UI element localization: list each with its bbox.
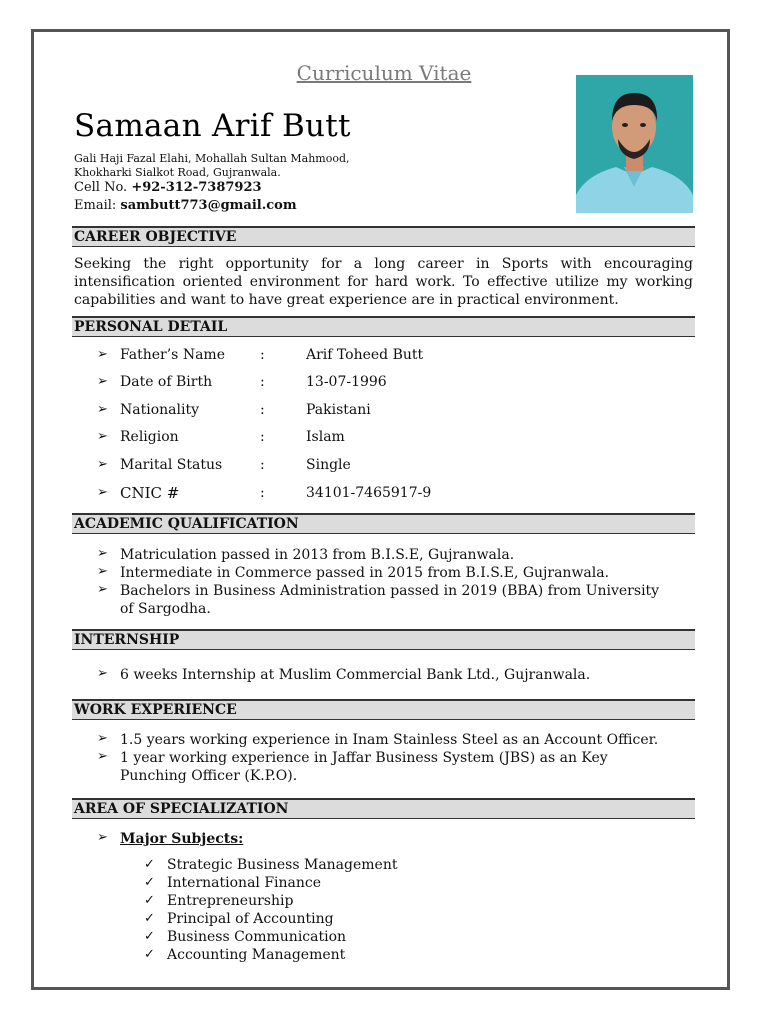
- arrow-bullet-icon: ➢: [97, 457, 108, 472]
- check-icon: ✓: [144, 857, 155, 872]
- address-line-2: Khokharki Sialkot Road, Gujranwala.: [74, 166, 281, 179]
- cell-number: Cell No. +92-312-7387923: [74, 180, 262, 195]
- marital-status-value: Single: [306, 457, 351, 473]
- cnic-value: 34101-7465917-9: [306, 485, 432, 501]
- subject-item: International Finance: [167, 875, 322, 891]
- arrow-bullet-icon: ➢: [97, 749, 108, 764]
- colon: :: [260, 429, 265, 445]
- career-objective-text: Seeking the right opportunity for a long career in Sports with encouraging intensification oriented environment for hard work. To effective utilize my working capabilities and want to have great experience are in practical environment.: [74, 256, 693, 308]
- arrow-bullet-icon: ➢: [97, 666, 108, 681]
- arrow-bullet-icon: ➢: [97, 582, 108, 597]
- nationality-value: Pakistani: [306, 402, 371, 418]
- major-subjects-label: Major Subjects:: [120, 831, 244, 847]
- religion-value: Islam: [306, 429, 345, 445]
- email: Email: sambutt773@gmail.com: [74, 198, 297, 213]
- section-personal-detail: PERSONAL DETAIL: [72, 316, 695, 337]
- check-icon: ✓: [144, 947, 155, 962]
- fathers-name-label: Father’s Name: [120, 347, 225, 363]
- colon: :: [260, 347, 265, 363]
- nationality-label: Nationality: [120, 402, 199, 418]
- religion-label: Religion: [120, 429, 179, 445]
- subject-item: Entrepreneurship: [167, 893, 294, 909]
- colon: :: [260, 402, 265, 418]
- academic-item: Intermediate in Commerce passed in 2015 from B.I.S.E, Gujranwala.: [120, 565, 610, 581]
- arrow-bullet-icon: ➢: [97, 830, 108, 845]
- arrow-bullet-icon: ➢: [97, 347, 108, 362]
- subject-item: Strategic Business Management: [167, 857, 398, 873]
- arrow-bullet-icon: ➢: [97, 485, 108, 500]
- arrow-bullet-icon: ➢: [97, 374, 108, 389]
- arrow-bullet-icon: ➢: [97, 564, 108, 579]
- profile-photo: [576, 75, 693, 213]
- candidate-name: Samaan Arif Butt: [74, 108, 351, 144]
- internship-item: 6 weeks Internship at Muslim Commercial Bank Ltd., Gujranwala.: [120, 667, 591, 683]
- section-internship: INTERNSHIP: [72, 629, 695, 650]
- marital-status-label: Marital Status: [120, 457, 223, 473]
- arrow-bullet-icon: ➢: [97, 731, 108, 746]
- subject-item: Business Communication: [167, 929, 347, 945]
- section-career-objective: CAREER OBJECTIVE: [72, 226, 695, 247]
- work-item: 1.5 years working experience in Inam Stainless Steel as an Account Officer.: [120, 732, 659, 748]
- document-title: Curriculum Vitae: [296, 61, 472, 85]
- check-icon: ✓: [144, 875, 155, 890]
- arrow-bullet-icon: ➢: [97, 402, 108, 417]
- check-icon: ✓: [144, 929, 155, 944]
- colon: :: [260, 485, 265, 501]
- address-line-1: Gali Haji Fazal Elahi, Mohallah Sultan Mahmood,: [74, 152, 350, 165]
- arrow-bullet-icon: ➢: [97, 429, 108, 444]
- section-academic-qualification: ACADEMIC QUALIFICATION: [72, 513, 695, 534]
- academic-item: Matriculation passed in 2013 from B.I.S.E, Gujranwala.: [120, 547, 515, 563]
- subject-item: Accounting Management: [167, 947, 346, 963]
- check-icon: ✓: [144, 911, 155, 926]
- cnic-label: CNIC #: [120, 484, 180, 502]
- subject-item: Principal of Accounting: [167, 911, 334, 927]
- dob-label: Date of Birth: [120, 374, 213, 390]
- colon: :: [260, 374, 265, 390]
- fathers-name-value: Arif Toheed Butt: [306, 347, 424, 363]
- section-area-of-specialization: AREA OF SPECIALIZATION: [72, 798, 695, 819]
- academic-item: Bachelors in Business Administration passed in 2019 (BBA) from University of Sargodha.: [120, 583, 660, 617]
- section-work-experience: WORK EXPERIENCE: [72, 699, 695, 720]
- work-item: 1 year working experience in Jaffar Business System (JBS) as an Key Punching Officer (K.P.O).: [120, 750, 608, 784]
- check-icon: ✓: [144, 893, 155, 908]
- colon: :: [260, 457, 265, 473]
- dob-value: 13-07-1996: [306, 374, 387, 390]
- arrow-bullet-icon: ➢: [97, 546, 108, 561]
